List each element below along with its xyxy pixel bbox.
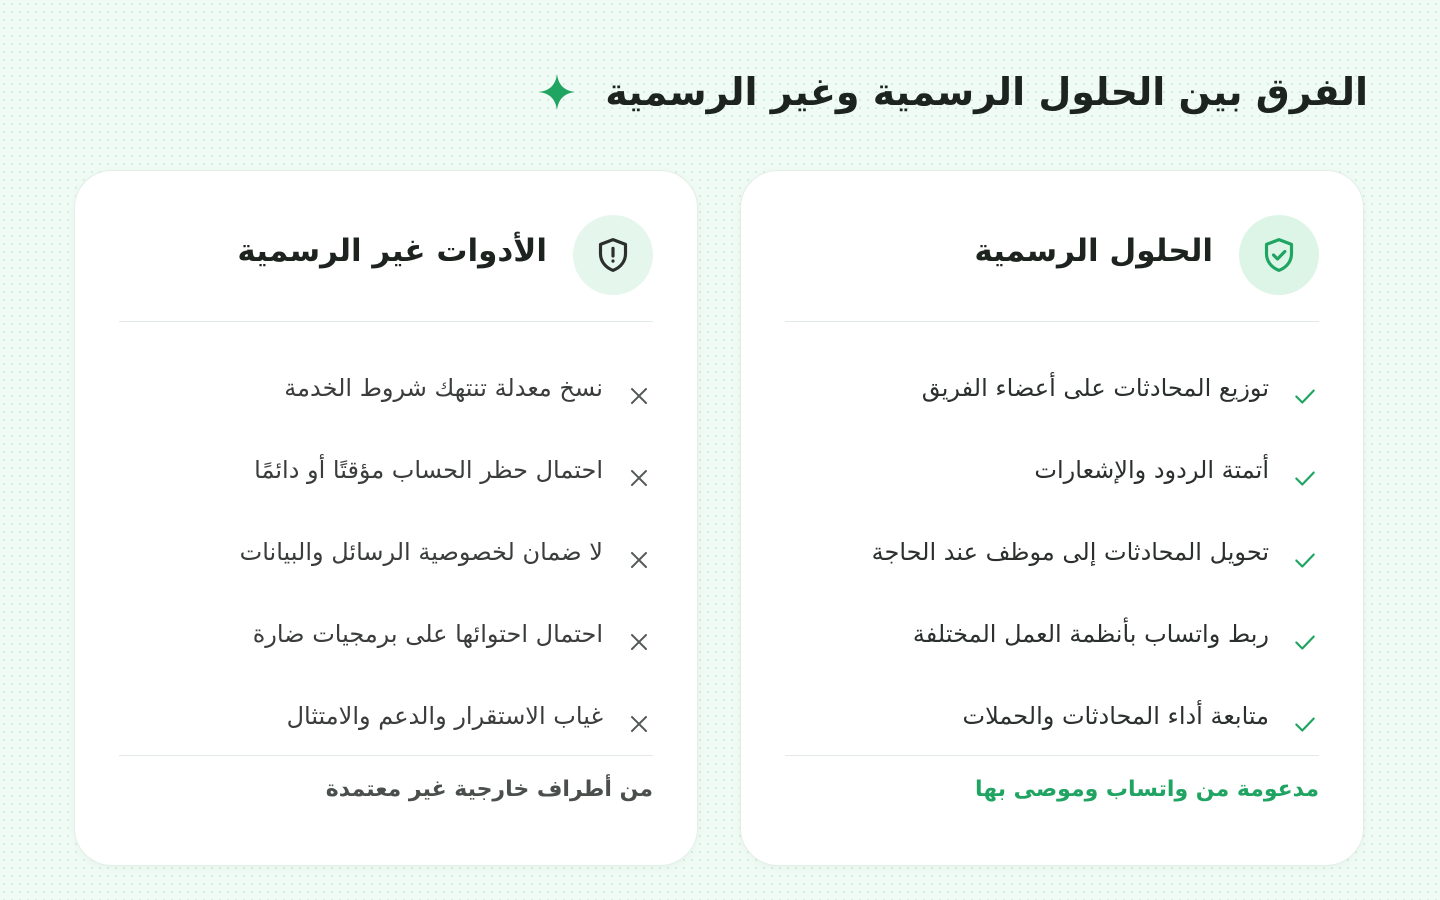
check-icon bbox=[1291, 710, 1319, 738]
list-item bbox=[785, 433, 1319, 515]
check-icon bbox=[1291, 382, 1319, 410]
divider bbox=[119, 755, 653, 756]
unofficial-card-header bbox=[119, 215, 653, 295]
feature-text: لا ضمان لخصوصية الرسائل والبيانات bbox=[239, 538, 603, 566]
list-item bbox=[119, 679, 653, 761]
feature-text: احتمال حظر الحساب مؤقتًا أو دائمًا bbox=[254, 456, 603, 484]
x-icon bbox=[625, 628, 653, 656]
x-icon bbox=[625, 710, 653, 738]
list-item bbox=[785, 679, 1319, 761]
feature-text: توزيع المحادثات على أعضاء الفريق bbox=[921, 374, 1269, 402]
check-icon bbox=[1291, 628, 1319, 656]
divider bbox=[785, 321, 1319, 322]
list-item bbox=[119, 515, 653, 597]
feature-text: متابعة أداء المحادثات والحملات bbox=[962, 702, 1269, 730]
x-icon bbox=[625, 546, 653, 574]
unofficial-card-footer: من أطراف خارجية غير معتمدة bbox=[325, 777, 653, 802]
divider bbox=[119, 321, 653, 322]
check-icon bbox=[1291, 464, 1319, 492]
list-item bbox=[785, 351, 1319, 433]
unofficial-card-title: الأدوات غير الرسمية bbox=[237, 233, 547, 269]
page-title: الفرق بين الحلول الرسمية وغير الرسمية bbox=[605, 70, 1368, 114]
list-item bbox=[119, 433, 653, 515]
unofficial-tools-card bbox=[74, 170, 698, 866]
shield-alert-icon bbox=[573, 215, 653, 295]
list-item bbox=[785, 515, 1319, 597]
check-icon bbox=[1291, 546, 1319, 574]
page-header bbox=[535, 62, 1368, 122]
official-card-footer: مدعومة من واتساب وموصى بها bbox=[974, 777, 1319, 802]
x-icon bbox=[625, 464, 653, 492]
feature-text: تحويل المحادثات إلى موظف عند الحاجة bbox=[871, 538, 1269, 566]
list-item bbox=[119, 351, 653, 433]
feature-text: غياب الاستقرار والدعم والامتثال bbox=[286, 702, 603, 730]
list-item bbox=[785, 597, 1319, 679]
feature-text: ربط واتساب بأنظمة العمل المختلفة bbox=[912, 620, 1269, 648]
feature-text: نسخ معدلة تنتهك شروط الخدمة bbox=[284, 374, 603, 402]
official-solutions-card bbox=[740, 170, 1364, 866]
feature-text: أتمتة الردود والإشعارات bbox=[1034, 456, 1269, 484]
unofficial-risk-list bbox=[119, 351, 653, 761]
sparkle-icon bbox=[535, 70, 579, 114]
official-card-header bbox=[785, 215, 1319, 295]
list-item bbox=[119, 597, 653, 679]
shield-check-icon bbox=[1239, 215, 1319, 295]
feature-text: احتمال احتوائها على برمجيات ضارة bbox=[252, 620, 603, 648]
divider bbox=[785, 755, 1319, 756]
official-card-title: الحلول الرسمية bbox=[974, 233, 1213, 269]
x-icon bbox=[625, 382, 653, 410]
official-feature-list bbox=[785, 351, 1319, 761]
